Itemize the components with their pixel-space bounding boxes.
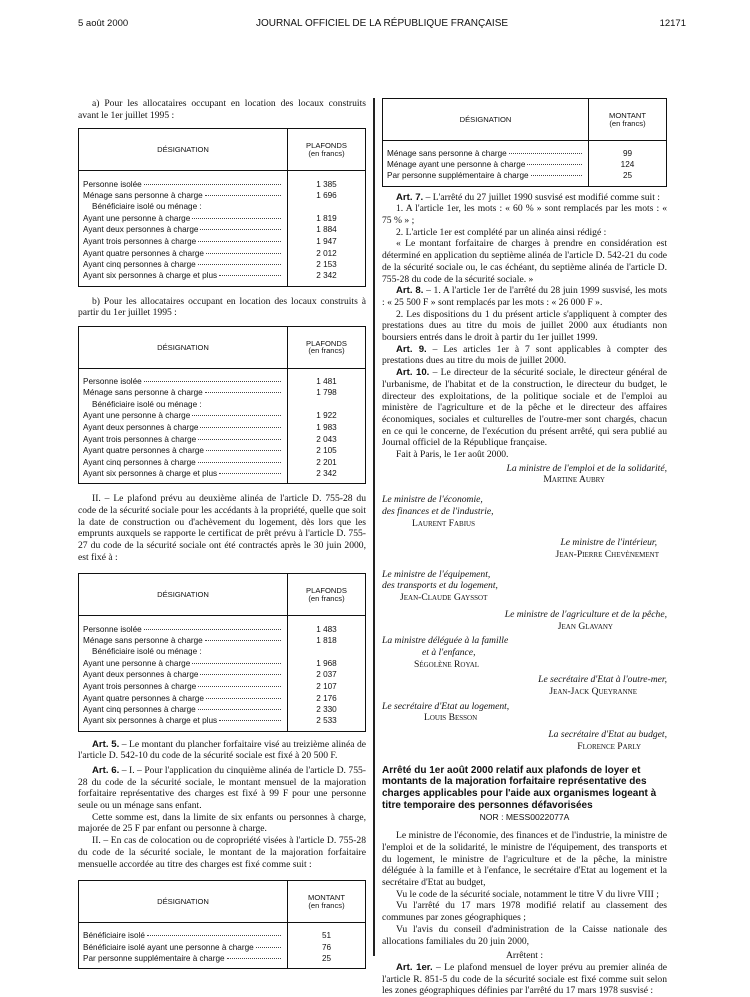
- row-label-cell: [79, 704, 288, 716]
- table-row: [79, 202, 366, 214]
- row-value: 1 798: [288, 387, 366, 399]
- row-label-cell: [79, 670, 288, 682]
- signature-name-4: Jean-Claude Gayssot: [400, 592, 488, 604]
- article-5: Art. 5. – Le montant du plancher forfaitaire visé au treizième alinéa de l'article D. 542-10 du code de la sécurité sociale est fixé à 20 500 F.: [78, 738, 366, 762]
- row-value: 2 153: [288, 259, 366, 271]
- column-header-designation: DÉSIGNATION: [79, 574, 288, 616]
- row-label: Ménage sans personne à charge: [387, 149, 507, 159]
- row-value: 2 176: [288, 693, 366, 705]
- row-label: Par personne supplémentaire à charge: [387, 171, 529, 181]
- table-row: [79, 236, 366, 248]
- intro-b: b) Pour les allocataires occupant en location des locaux construits à partir du 1er juillet 1995 :: [78, 295, 366, 319]
- table-row: [383, 160, 667, 172]
- signature-name-2: Laurent Fabius: [412, 517, 475, 529]
- row-label-cell: [79, 225, 288, 237]
- article-6: Art. 6. – I. – Pour l'application du cinquième alinéa de l'article D. 755-28 du code de la sécurité sociale, le montant mensuel de la majoration forfaitaire représentative des charges est fixé à 99 F pour une personne seule ou un ménage sans enfant.: [78, 764, 366, 812]
- article-7: Art. 7. – L'arrêté du 27 juillet 1990 susvisé est modifié comme suit :: [396, 191, 660, 203]
- dot-leader: [206, 253, 281, 254]
- row-value: 1 884: [288, 225, 366, 237]
- row-value: 2 330: [288, 704, 366, 716]
- row-label-cell: [383, 171, 589, 186]
- row-label: Ayant six personnes à charge et plus: [83, 468, 218, 478]
- row-value: 1 481: [288, 368, 366, 387]
- row-label: Ménage sans personne à charge: [83, 388, 203, 398]
- row-label-cell: [79, 635, 288, 647]
- row-label-cell: [79, 616, 288, 635]
- dot-leader: [219, 720, 281, 721]
- article-7-label: Art. 7.: [396, 191, 424, 203]
- signature-name-6: Ségolène Royal: [414, 658, 480, 670]
- dot-leader: [192, 218, 281, 219]
- table-row: [79, 681, 366, 693]
- row-label-cell: [79, 445, 288, 457]
- row-value: 1 922: [288, 411, 366, 423]
- article-1-label: Art. 1er.: [396, 961, 433, 973]
- column-header-designation: DÉSIGNATION: [79, 881, 288, 923]
- row-value: 1 818: [288, 635, 366, 647]
- dot-leader: [206, 450, 281, 451]
- column-header-amount-title: MONTANT: [308, 892, 345, 902]
- column-header-amount: [288, 574, 366, 616]
- dot-leader: [219, 473, 281, 474]
- article-8-p2: 2. Les dispositions du 1 du présent article s'appliquent à compter des prestations dues au titre du mois de juillet 2000 aux étudiants non boursiers entrés dans le droit à partir du 1er juillet 1999.: [382, 308, 667, 344]
- signature-role-5: Le ministre de l'agriculture et de la pêche,: [504, 608, 667, 620]
- row-label-cell: [79, 248, 288, 260]
- arrete-title: Arrêté du 1er août 2000 relatif aux plafonds de loyer et montants de la majoration forfaitaire représentative des charges applicables pour l'aide aux organismes logeant à titre temporaire des personnes défavorisées: [382, 764, 657, 811]
- row-label: Ayant cinq personnes à charge: [83, 260, 196, 270]
- row-label: Ayant quatre personnes à charge: [83, 446, 204, 456]
- dot-leader: [531, 175, 582, 176]
- row-label: Bénéficiaire isolé ayant une personne à charge: [83, 942, 254, 952]
- table-row: [79, 658, 366, 670]
- article-10-label: Art. 10.: [396, 367, 430, 379]
- table-row: [79, 716, 366, 731]
- row-label-cell: [79, 953, 288, 968]
- signature-name-5: Jean Glavany: [557, 620, 613, 632]
- row-value: 76: [288, 942, 366, 954]
- table-row: [79, 445, 366, 457]
- article-6-p3: II. – En cas de colocation ou de copropriété visées à l'article D. 755-28 du code de la sécurité sociale, le montant de la majoration forfaitaire mensuelle accordée au titre des charges est fixé comme suit :: [78, 835, 366, 870]
- table-row: [79, 646, 366, 658]
- row-value: 2 105: [288, 445, 366, 457]
- dot-leader: [200, 674, 281, 675]
- signature-role-7: Le secrétaire d'Etat à l'outre-mer,: [538, 674, 667, 686]
- nor-reference: NOR : MESS0022077A: [479, 811, 570, 822]
- signature-role-4b: des transports et du logement,: [382, 580, 498, 592]
- row-value: 1 385: [288, 171, 366, 190]
- table-row: [79, 704, 366, 716]
- dot-leader: [144, 184, 281, 185]
- row-label: Bénéficiaire isolé ou ménage :: [92, 399, 202, 409]
- row-label-cell: [79, 271, 288, 286]
- arretent: Arrêtent :: [505, 950, 544, 962]
- row-value: 2 037: [288, 670, 366, 682]
- row-label: Ayant trois personnes à charge: [83, 237, 197, 247]
- signature-role-8: Le secrétaire d'Etat au logement,: [382, 700, 510, 712]
- row-label-cell: [79, 368, 288, 387]
- row-value: 2 342: [288, 469, 366, 484]
- row-label: Par personne supplémentaire à charge: [83, 953, 225, 963]
- table-row: [79, 368, 366, 387]
- row-label: Ménage sans personne à charge: [83, 635, 203, 645]
- article-6-p2: Cette somme est, dans la limite de six enfants ou personnes à charge, majorée de 25 F par enfant ou personne à charge.: [78, 811, 366, 835]
- row-label-cell: [79, 259, 288, 271]
- arrete-vu-2: Vu l'arrêté du 17 mars 1978 modifié relatif au classement des communes par zones géographiques ;: [382, 900, 667, 924]
- paragraph-II: II. – Le plafond prévu au deuxième alinéa de l'article D. 755-28 du code de la sécurité sociale pour les accédants à la propriété, quelle que soit la date de construction ou d'achèvement du logement, dès lors que les emprunts auxquels se rapporte le certificat de prêt prévu à l'article D. 755-27 du code de la sécurité sociale ont été contractés après le 30 juin 2000, est fixé à :: [78, 493, 366, 563]
- row-label: Ayant trois personnes à charge: [83, 434, 197, 444]
- row-label: Personne isolée: [83, 179, 142, 189]
- dot-leader: [205, 195, 281, 196]
- signatures: [382, 463, 667, 753]
- column-header-amount-unit: (en francs): [308, 346, 345, 356]
- dot-leader: [198, 264, 281, 265]
- row-value: 1 819: [288, 213, 366, 225]
- row-label: Bénéficiaire isolé ou ménage :: [92, 647, 202, 657]
- row-value: 2 342: [288, 271, 366, 286]
- row-label: Personne isolée: [83, 624, 142, 634]
- column-header-amount: [288, 129, 366, 171]
- row-value: 2 043: [288, 434, 366, 446]
- row-label: Ayant deux personnes à charge: [83, 423, 199, 433]
- table-row: [79, 469, 366, 484]
- row-label: Ayant six personnes à charge et plus: [83, 716, 218, 726]
- row-value: 1 947: [288, 236, 366, 248]
- column-header-amount-unit: (en francs): [308, 900, 345, 910]
- row-value: 2 107: [288, 681, 366, 693]
- dot-leader: [144, 381, 281, 382]
- signature-role-2a: Le ministre de l'économie,: [382, 494, 483, 506]
- column-header-amount: [589, 99, 667, 141]
- row-label: Ayant quatre personnes à charge: [83, 693, 204, 703]
- table-plafonds-c: [78, 573, 366, 731]
- table-montant-colocation: [78, 880, 366, 969]
- table-row: [383, 141, 667, 160]
- table-row: [79, 422, 366, 434]
- arrete-vu-1: Vu le code de la sécurité sociale, notamment le titre V du livre VIII ;: [396, 888, 659, 900]
- row-label-cell: [79, 942, 288, 954]
- row-value: 2 533: [288, 716, 366, 731]
- column-header-amount-title: PLAFONDS: [306, 585, 347, 595]
- table-row: [79, 953, 366, 968]
- table-row: [79, 635, 366, 647]
- column-header-designation: DÉSIGNATION: [79, 326, 288, 368]
- row-label: Bénéficiaire isolé ou ménage :: [92, 202, 202, 212]
- row-label: Bénéficiaire isolé: [83, 931, 145, 941]
- row-label-cell: [383, 141, 589, 160]
- row-value: [288, 646, 366, 658]
- dot-leader: [147, 935, 281, 936]
- row-label-cell: [79, 213, 288, 225]
- page-number: 12171: [659, 18, 686, 29]
- table-row: [79, 190, 366, 202]
- table-row: [79, 259, 366, 271]
- row-label: Ayant deux personnes à charge: [83, 670, 199, 680]
- table-row: [79, 942, 366, 954]
- article-5-label: Art. 5.: [92, 738, 120, 750]
- dot-leader: [192, 415, 281, 416]
- table-row: [79, 271, 366, 286]
- row-label: Ayant une personne à charge: [83, 213, 191, 223]
- signature-name-7: Jean-Jack Queyranne: [549, 686, 637, 698]
- table-montant-menage: [382, 98, 667, 187]
- intro-a: a) Pour les allocataires occupant en location des locaux construits avant le 1er juillet 1995 :: [78, 98, 366, 121]
- table-plafonds-b: [78, 326, 366, 484]
- article-8-label: Art. 8.: [396, 285, 424, 297]
- article-7-p2: 2. L'article 1er est complété par un alinéa ainsi rédigé :: [396, 226, 607, 238]
- article-8: Art. 8. – 1. A l'article 1er de l'arrêté du 28 juin 1999 susvisé, les mots : « 25 500 F » sont remplacés par les mots : « 26 000 F ».: [382, 285, 667, 308]
- table-row: [79, 411, 366, 423]
- article-10: Art. 10. – Le directeur de la sécurité sociale, le directeur général de l'urbanisme, de l'habitat et de la construction, le directeur du budget, le directeur des exploitations, de la politique sociale et de l'emploi au ministère de l'agriculture et de la pêche et le directeur des affaires économiques, sociales et culturelles de l'outre-mer sont chargés, chacun en ce qui le concerne, de l'exécution du présent arrêté, qui sera publié au Journal officiel de la République française.: [382, 367, 667, 449]
- row-label: Ayant six personnes à charge et plus: [83, 271, 218, 281]
- column-divider: [373, 98, 375, 956]
- row-value: [288, 202, 366, 214]
- table-row: [79, 399, 366, 411]
- dot-leader: [205, 392, 281, 393]
- row-label: Ménage sans personne à charge: [83, 190, 203, 200]
- row-value: 124: [589, 160, 667, 172]
- column-header-amount-unit: (en francs): [308, 148, 345, 158]
- dot-leader: [198, 462, 281, 463]
- row-label: Ayant quatre personnes à charge: [83, 248, 204, 258]
- row-label-cell: [79, 646, 288, 658]
- table-row: [79, 670, 366, 682]
- signature-role-3: Le ministre de l'intérieur,: [560, 537, 657, 549]
- left-column: [78, 98, 366, 969]
- signature-name-1: Martine Aubry: [543, 474, 605, 486]
- column-header-amount-title: MONTANT: [609, 110, 646, 120]
- article-7-p1: 1. A l'article 1er, les mots : « 60 % » sont remplacés par les mots : « 75 % » ;: [382, 203, 667, 226]
- row-value: 25: [288, 953, 366, 968]
- row-value: 25: [589, 171, 667, 186]
- signature-name-9: Florence Parly: [577, 740, 641, 752]
- column-header-designation: DÉSIGNATION: [79, 129, 288, 171]
- table-row: [383, 171, 667, 186]
- row-value: 1 983: [288, 422, 366, 434]
- dot-leader: [198, 439, 281, 440]
- row-label: Personne isolée: [83, 377, 142, 387]
- dot-leader: [200, 229, 281, 230]
- article-9: Art. 9. – Les articles 1er à 7 sont applicables à compter des prestations dues au titre du mois de juillet 2000.: [382, 343, 667, 367]
- table-row: [79, 693, 366, 705]
- article-1: Art. 1er. – Le plafond mensuel de loyer prévu au premier alinéa de l'article R. 851-5 du code de la sécurité sociale est fixé comme suit selon les zones géographiques définies par l'arrêté du 17 mars 1978 susvisé :: [382, 961, 667, 997]
- dot-leader: [200, 427, 281, 428]
- dot-leader: [219, 275, 281, 276]
- row-label-cell: [79, 202, 288, 214]
- dot-leader: [527, 164, 582, 165]
- row-value: 2 012: [288, 248, 366, 260]
- row-value: 1 696: [288, 190, 366, 202]
- signature-role-1: La ministre de l'emploi et de la solidarité,: [506, 462, 667, 474]
- article-7-p3: « Le montant forfaitaire de charges à prendre en considération est déterminé en application du septième alinéa de l'article D. 542-21 du code de la sécurité sociale ou, le cas échéant, du septième alinéa de l'article D. 755-28 du code de la sécurité sociale. »: [382, 238, 667, 285]
- column-header-amount: [288, 881, 366, 923]
- article-6-label: Art. 6.: [92, 764, 120, 776]
- fait-a-paris: Fait à Paris, le 1er août 2000.: [396, 449, 509, 461]
- dot-leader: [198, 709, 281, 710]
- table-plafonds-a: [78, 128, 366, 286]
- signature-role-2b: des finances et de l'industrie,: [382, 505, 494, 517]
- dot-leader: [227, 958, 281, 959]
- row-label-cell: [79, 387, 288, 399]
- arrete-vu-3: Vu l'avis du conseil d'administration de la Caisse nationale des allocations familiales du 20 juin 2000,: [382, 923, 667, 947]
- journal-title: JOURNAL OFFICIEL DE LA RÉPUBLIQUE FRANÇAISE: [255, 18, 509, 29]
- table-row: [79, 248, 366, 260]
- row-value: 1 483: [288, 616, 366, 635]
- dot-leader: [198, 241, 281, 242]
- column-header-amount-unit: (en francs): [609, 118, 646, 128]
- right-column: [382, 98, 667, 997]
- column-header-designation: DÉSIGNATION: [383, 99, 589, 141]
- row-label-cell: [79, 422, 288, 434]
- row-label-cell: [79, 681, 288, 693]
- table-row: [79, 225, 366, 237]
- signature-role-9: La secrétaire d'Etat au budget,: [548, 729, 667, 741]
- dot-leader: [198, 686, 281, 687]
- dot-leader: [206, 698, 281, 699]
- dot-leader: [192, 663, 281, 664]
- row-label-cell: [79, 658, 288, 670]
- article-9-label: Art. 9.: [396, 343, 427, 355]
- column-header-amount: [288, 326, 366, 368]
- row-value: 1 968: [288, 658, 366, 670]
- table-row: [79, 434, 366, 446]
- table-row: [79, 213, 366, 225]
- row-label-cell: [79, 457, 288, 469]
- row-label-cell: [79, 693, 288, 705]
- dot-leader: [256, 947, 281, 948]
- table-row: [79, 616, 366, 635]
- row-label: Ayant cinq personnes à charge: [83, 457, 196, 467]
- row-label-cell: [79, 411, 288, 423]
- row-value: [288, 399, 366, 411]
- row-label: Ayant deux personnes à charge: [83, 225, 199, 235]
- row-value: 2 201: [288, 457, 366, 469]
- signature-name-8: Louis Besson: [424, 712, 478, 724]
- table-row: [79, 387, 366, 399]
- row-label-cell: [79, 434, 288, 446]
- dot-leader: [144, 629, 281, 630]
- dot-leader: [205, 640, 281, 641]
- page-header: [78, 18, 686, 32]
- signature-role-6a: La ministre déléguée à la famille: [382, 635, 509, 647]
- row-value: 99: [589, 141, 667, 160]
- row-label-cell: [79, 716, 288, 731]
- header-date: 5 août 2000: [78, 18, 129, 29]
- signature-name-3: Jean-Pierre Chevènement: [555, 548, 659, 560]
- row-label: Ayant cinq personnes à charge: [83, 705, 196, 715]
- row-label-cell: [79, 236, 288, 248]
- table-row: [79, 457, 366, 469]
- signature-role-4a: Le ministre de l'équipement,: [382, 568, 491, 580]
- row-label-cell: [79, 469, 288, 484]
- signature-role-6b: et à l'enfance,: [422, 646, 476, 658]
- table-row: [79, 171, 366, 190]
- row-label-cell: [79, 190, 288, 202]
- arrete-preamble: Le ministre de l'économie, des finances et de l'industrie, la ministre de l'emploi et de la solidarité, le ministre de l'équipement, des transports et du logement, le ministre de l'agriculture et de la pêche, la ministre déléguée à la famille et à l'enfance, le secrétaire d'Etat au logement et la secrétaire d'Etat au budget,: [382, 830, 667, 889]
- row-label-cell: [79, 171, 288, 190]
- column-header-amount-title: PLAFONDS: [306, 140, 347, 150]
- row-label: Ménage ayant une personne à charge: [387, 160, 526, 170]
- row-label: Ayant une personne à charge: [83, 411, 191, 421]
- row-value: 51: [288, 923, 366, 942]
- row-label: Ayant une personne à charge: [83, 658, 191, 668]
- row-label-cell: [383, 160, 589, 172]
- dot-leader: [509, 153, 582, 154]
- row-label: Ayant trois personnes à charge: [83, 682, 197, 692]
- column-header-amount-title: PLAFONDS: [306, 338, 347, 348]
- column-header-amount-unit: (en francs): [308, 593, 345, 603]
- table-row: [79, 923, 366, 942]
- row-label-cell: [79, 923, 288, 942]
- row-label-cell: [79, 399, 288, 411]
